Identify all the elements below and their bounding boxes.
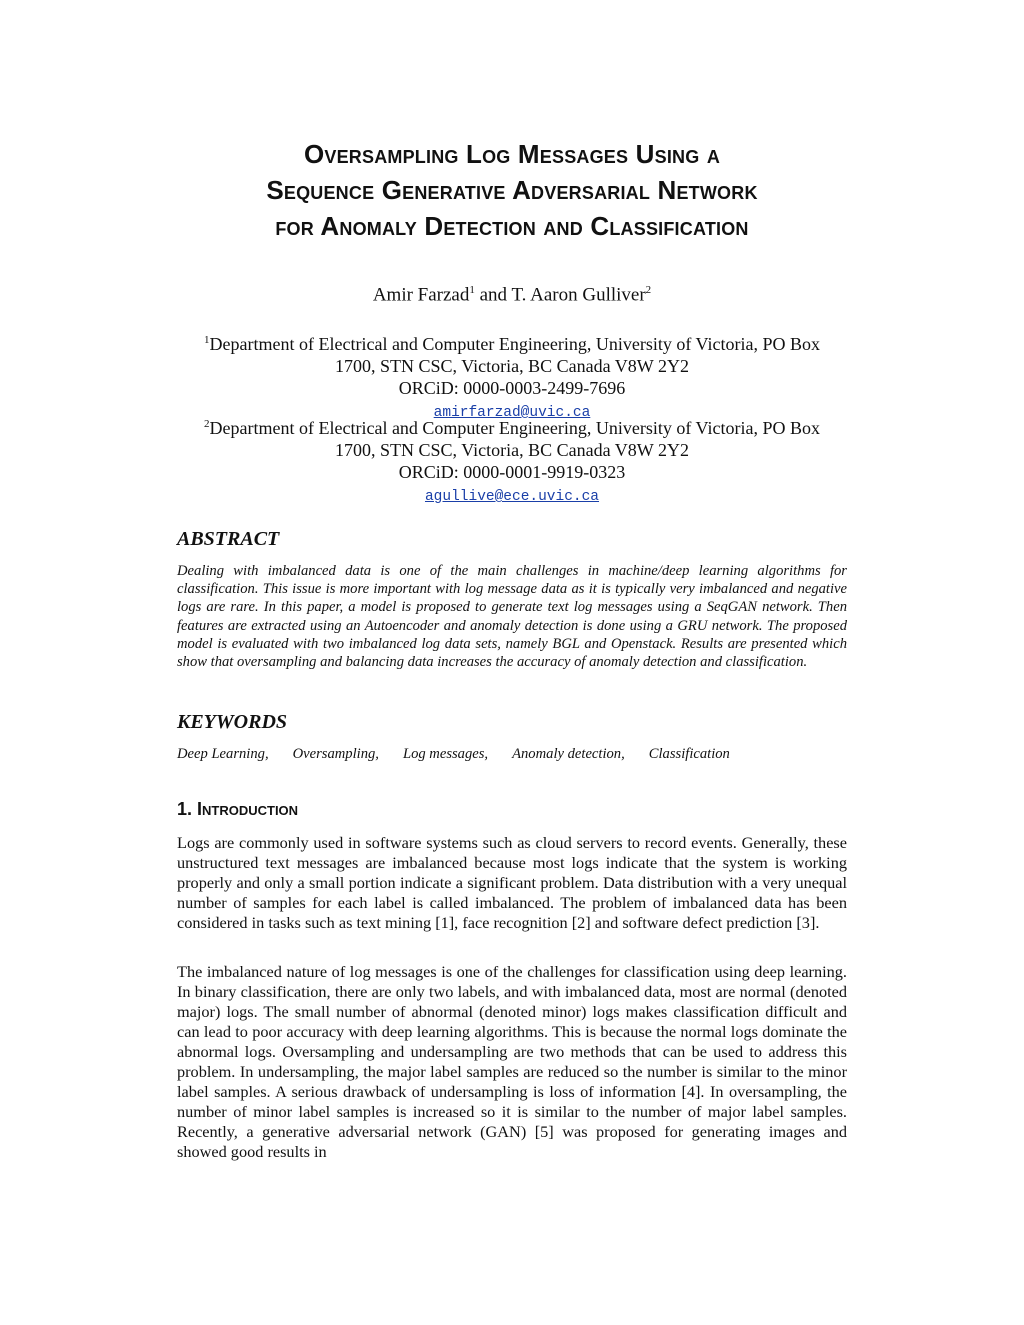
affiliation-mark: 2 [204,418,210,430]
affiliation-mark: 2 [645,284,652,296]
affiliation-address: 1700, STN CSC, Victoria, BC Canada V8W 2Y2 [335,440,689,460]
keyword: Classification [648,746,730,762]
author-email-link[interactable]: agullive@ece.uvic.ca [424,489,600,505]
affiliation-orcid: ORCiD: 0000-0003-2499-7696 [398,378,626,398]
title-line: for Anomaly Detection and Classification [275,211,749,241]
affiliation-mark: 1 [204,334,210,346]
paper-title [177,136,847,244]
body-paragraph: Logs are commonly used in software systems such as cloud servers to record events. Generally, these unstructured text messages are imbalanced because most logs indicate that the system is working properly and only a small portion indicate a significant problem. Data distribution with a very unequal number of samples for each label is called imbalanced. The problem of imbalanced data has been considered in tasks such as text mining [1], face recognition [2] and software defect prediction [3]. [177,833,847,932]
keywords-list [177,745,847,763]
affiliation-department: Department of Electrical and Computer Engineering, University of Victoria, PO Box [209,418,820,438]
keyword: Anomaly detection, [512,746,625,762]
abstract-text: Dealing with imbalanced data is one of the main challenges in machine/deep learning algorithms for classification. This issue is more important with log message data as it is typically very imbalanced and negative logs are rare. In this paper, a model is proposed to generate text log messages using a SeqGAN network. Then features are extracted using an Autoencoder and anomaly detection is done using a GRU network. The proposed model is evaluated with two imbalanced log data sets, namely BGL and Openstack. Results are presented which show that oversampling and balancing data increases the accuracy of anomaly detection and classification. [177,563,847,671]
author-name: Amir Farzad [372,284,470,306]
affiliation-mark: 1 [469,284,475,296]
affiliation-block [177,329,847,423]
affiliation-orcid: ORCiD: 0000-0001-9919-0323 [398,462,626,482]
keyword: Deep Learning, [177,746,269,762]
keywords-heading: KEYWORDS [177,711,288,733]
title-line: Sequence Generative Adversarial Network [266,175,758,205]
author-list [177,284,847,306]
body-paragraph: The imbalanced nature of log messages is one of the challenges for classification using deep learning. In binary classification, there are only two labels, and with imbalanced data, most are normal (denoted major) logs. The small number of abnormal (denoted minor) logs makes classification difficult and can lead to poor accuracy with deep learning algorithms. This is because the normal logs dominate the abnormal logs. Oversampling and undersampling are two methods that can be used to address this problem. In undersampling, the major label samples are reduced so the number is similar to the minor label samples. A serious drawback of undersampling is loss of information [4]. In oversampling, the number of minor label samples is increased so it is similar to the number of major label samples. Recently, a generative adversarial network (GAN) [5] was proposed for generating images and showed good results in [177,962,847,1161]
affiliation-address: 1700, STN CSC, Victoria, BC Canada V8W 2Y2 [335,356,689,376]
title-line: Oversampling Log Messages Using a [303,139,721,169]
author-name: T. Aaron Gulliver [511,284,646,306]
keyword: Log messages, [402,746,489,762]
affiliation-department: Department of Electrical and Computer Engineering, University of Victoria, PO Box [209,334,820,354]
author-joiner: and [474,284,512,306]
keyword: Oversampling, [292,746,379,762]
affiliation-block [177,413,847,507]
abstract-heading: ABSTRACT [177,528,280,550]
author-email-link[interactable]: amirfarzad@uvic.ca [433,405,591,421]
section-heading-introduction: 1. Introduction [177,799,299,819]
